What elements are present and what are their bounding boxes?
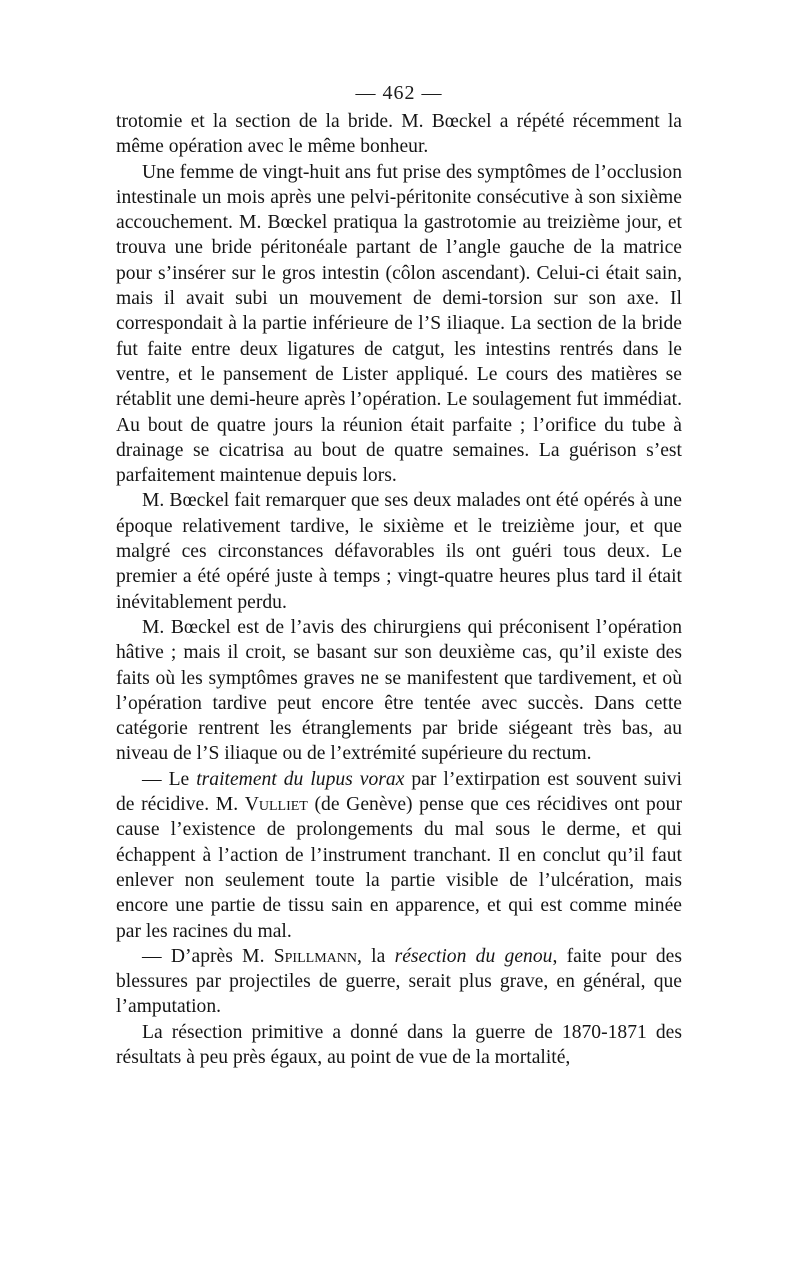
knee-resection-title: résection du genou (394, 945, 553, 967)
paragraph-2-text: Une femme de vingt-huit ans fut prise des symptômes de l’occlusion intestinale un mois après une pelvi-péritonite consécutive à son sixième accouchement. M. Bœckel pratiqua la gastrotomie au treizième jour, et trouva une bride péritonéale partant de l’angle gauche de la matrice pour s’insérer sur le gros intestin (côlon ascendant). Celui-ci était sain, mais il avait subi un mouvement de demi-torsion sur son axe. Il correspondait à la partie inférieure de l’S iliaque. La section de la bride fut faite entre deux ligatures de catgut, les intestins rentrés dans le ventre, et le pansement de Lister appliqué. Le cours des matières se rétablit une demi-heure après l’opération. Le soulagement fut immédiat. Au bout de quatre jours la réunion était parfaite ; l’orifice du tube à drainage se cicatrisa au bout de quatre semaines. La guérison s’est parfaitement maintenue depuis lors. (116, 161, 682, 487)
paragraph-5-text-a: — Le (142, 768, 197, 790)
paragraph-4 (116, 615, 682, 767)
paragraph-5-text-b: par l’extirpation est souvent suivi de récidive. M. (116, 768, 682, 816)
paragraph-3 (116, 488, 682, 614)
paragraph-5-text-c: (de Genève) pense que ces récidives ont pour cause l’existence de prolongements du mal sous le derme, et qui échappent à l’action de l’instrument tranchant. Il en conclut qu’il faut enlever non seulement toute la partie visible de l’ulcération, mais encore une partie de tissu sain en apparence, et qui est comme minée par les racines du mal. (116, 794, 682, 942)
author-name-vulliet: Vulliet (244, 794, 308, 816)
book-page (116, 82, 682, 1070)
paragraph-7 (116, 1020, 682, 1071)
paragraph-6-text-b: , la (356, 945, 395, 967)
lupus-treatment-title: traitement du lupus vorax (196, 768, 405, 790)
paragraph-2 (116, 160, 682, 489)
paragraph-3-text: M. Bœckel fait remarquer que ses deux malades ont été opérés à une époque relativement tardive, le sixième et le treizième jour, et que malgré ces circonstances défavorables ils ont guéri tous deux. Le premier a été opéré juste à temps ; vingt-quatre heures plus tard il était inévitablement perdu. (116, 490, 682, 613)
paragraph-6-text-c: , faite pour des blessures par projectiles de guerre, serait plus grave, en général, que l’amputation. (116, 945, 682, 1018)
paragraph-1-text: trotomie et la section de la bride. M. Bœckel a répété récemment la même opération avec le même bonheur. (116, 111, 682, 158)
paragraph-1 (116, 109, 682, 160)
paragraph-4-text: M. Bœckel est de l’avis des chirurgiens qui préconisent l’opération hâtive ; mais il croit, se basant sur son deuxième cas, qu’il existe des faits où les symptômes graves ne se manifestent que tardivement, et où l’opération tardive peut encore être tentée avec succès. Dans cette catégorie rentrent les étranglements par bride siégeant très bas, au niveau de l’S iliaque ou de l’extrémité supérieure du rectum. (116, 616, 682, 765)
paragraph-5 (116, 767, 682, 944)
page-number: — 462 — (355, 82, 443, 104)
paragraph-6 (116, 944, 682, 1020)
paragraph-6-text-a: — D’après M. (142, 945, 274, 967)
paragraph-7-text: La résection primitive a donné dans la guerre de 1870-1871 des résultats à peu près égaux, au point de vue de la mortalité, (116, 1021, 682, 1068)
author-name-spillmann: Spillmann (273, 945, 357, 967)
